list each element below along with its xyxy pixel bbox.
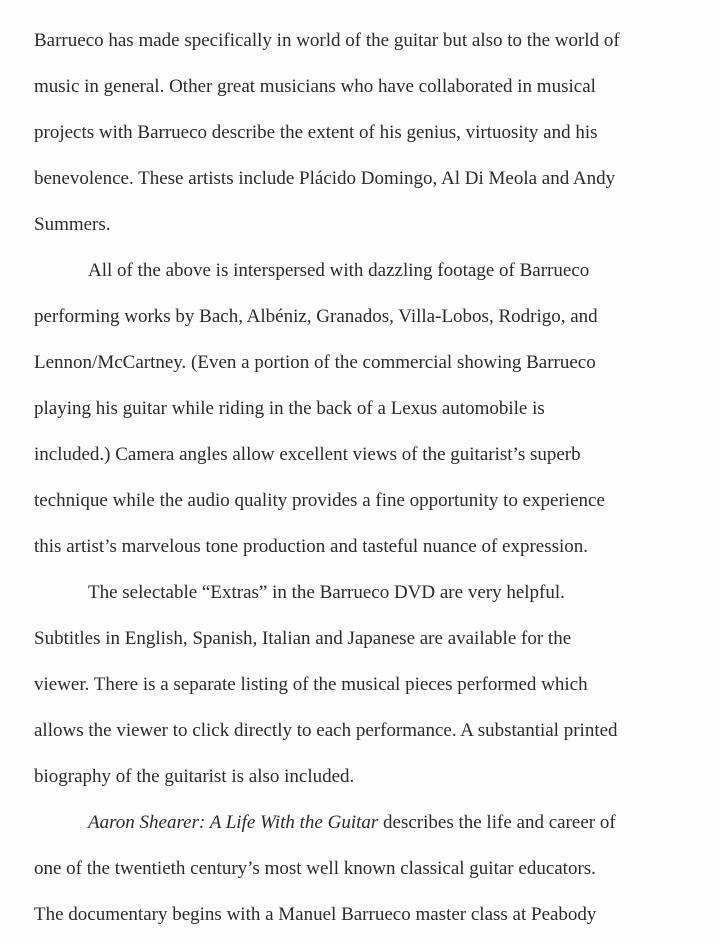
text-line: biography of the guitarist is also included.: [34, 766, 355, 787]
text-line: benevolence. These artists include Plácido Domingo, Al Di Meola and Andy: [34, 168, 616, 189]
text-line: this artist’s marvelous tone production and tasteful nuance of expression.: [34, 536, 589, 557]
text-line: Barrueco has made specifically in world of the guitar but also to the world of: [34, 30, 620, 51]
text-line: included.) Camera angles allow excellent views of the guitarist’s superb: [34, 444, 581, 465]
text-line: technique while the audio quality provides a fine opportunity to experience: [34, 490, 605, 511]
text-line: playing his guitar while riding in the back of a Lexus automobile is: [34, 398, 545, 419]
text-line: The selectable “Extras” in the Barrueco DVD are very helpful.: [88, 582, 565, 603]
text-line: [34, 800, 694, 846]
text-line: allows the viewer to click directly to each performance. A substantial printed: [34, 720, 618, 741]
text-line: Lennon/McCartney. (Even a portion of the commercial showing Barrueco: [34, 352, 596, 373]
document-body: [34, 18, 694, 938]
text-line: The documentary begins with a Manuel Barrueco master class at Peabody: [34, 904, 597, 925]
text-span: describes the life and career of: [378, 812, 616, 833]
text-line: Summers.: [34, 214, 111, 235]
paragraph-1: [34, 18, 694, 248]
paragraph-4: [34, 800, 694, 938]
text-line: music in general. Other great musicians who have collaborated in musical: [34, 76, 596, 97]
text-line: viewer. There is a separate listing of the musical pieces performed which: [34, 674, 588, 695]
text-line: projects with Barrueco describe the extent of his genius, virtuosity and his: [34, 122, 598, 143]
text-line: performing works by Bach, Albéniz, Granados, Villa-Lobos, Rodrigo, and: [34, 306, 598, 327]
text-line: All of the above is interspersed with dazzling footage of Barrueco: [88, 260, 590, 281]
text-line: one of the twentieth century’s most well known classical guitar educators.: [34, 858, 596, 879]
film-title: Aaron Shearer: A Life With the Guitar: [88, 812, 379, 833]
paragraph-2: [34, 248, 694, 570]
paragraph-3: [34, 570, 694, 800]
text-line: Subtitles in English, Spanish, Italian and Japanese are available for the: [34, 628, 572, 649]
